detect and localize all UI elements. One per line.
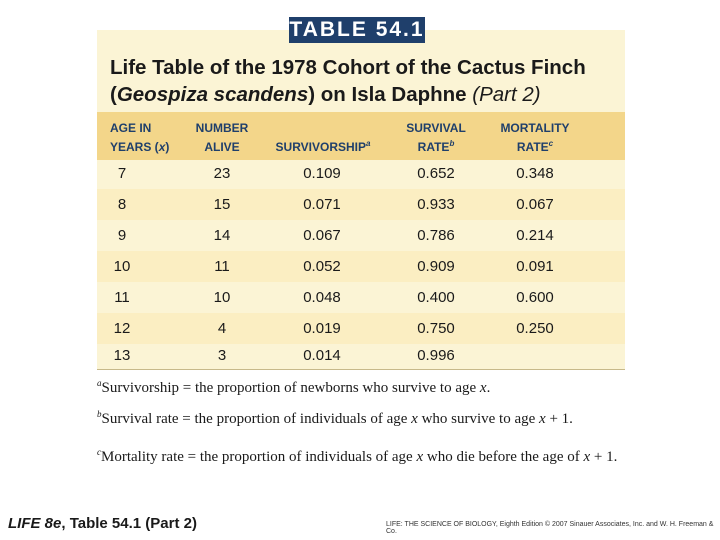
cell-age: 9	[117, 227, 127, 244]
table-row	[97, 282, 625, 313]
cell-alive: 23	[213, 165, 231, 182]
footnote-a: $^a$Survivorship = the proportion of newborns who survive to age x.	[97, 378, 491, 396]
table-row	[97, 220, 625, 251]
cell-survival: 0.750	[417, 320, 455, 337]
cell-mortality: 0.091	[516, 258, 554, 275]
footer-source: LIFE 8e, Table 54.1 (Part 2)	[8, 515, 197, 532]
footnote-c: $^c$Mortality rate = the proportion of individuals of age x who die before the age of x + 1.	[97, 447, 618, 465]
table-badge: TABLE 54.1	[289, 18, 425, 41]
cell-age: 7	[117, 165, 127, 182]
cell-mortality: 0.348	[516, 165, 554, 182]
cell-age: 10	[113, 258, 131, 275]
footnote-b: $^b$Survival rate = the proportion of individuals of age x who survive to age x + 1.	[97, 409, 573, 427]
title-part: (Part 2)	[472, 83, 541, 106]
cell-age: 13	[113, 347, 131, 364]
cell-mortality: 0.067	[516, 196, 554, 213]
cell-alive: 14	[213, 227, 231, 244]
table-title	[110, 54, 620, 108]
cell-survivorship: 0.109	[303, 165, 341, 182]
title-line1: Life Table of the 1978 Cohort of the Cactus Finch	[110, 56, 586, 79]
cell-survivorship: 0.019	[303, 320, 341, 337]
cell-survivorship: 0.048	[303, 289, 341, 306]
header-number-alive: NUMBER ALIVE	[195, 121, 249, 154]
cell-survival: 0.996	[417, 347, 455, 364]
cell-survival: 0.652	[417, 165, 455, 182]
header-survival-rate: SURVIVAL RATE$^b$	[406, 121, 466, 154]
header-survivorship: SURVIVORSHIP$^a$	[275, 139, 371, 154]
table-bottom-rule	[97, 369, 625, 370]
cell-mortality: 0.250	[516, 320, 554, 337]
title-scientific-name: Geospiza scandens	[116, 83, 309, 106]
cell-alive: 15	[213, 196, 231, 213]
cell-alive: 11	[214, 258, 230, 275]
header-mortality-rate: MORTALITY RATE$^c$	[500, 121, 570, 154]
cell-mortality: 0.600	[516, 289, 554, 306]
table-row	[97, 340, 625, 369]
cell-age: 8	[117, 196, 127, 213]
cell-survival: 0.400	[417, 289, 455, 306]
cell-alive: 3	[217, 347, 227, 364]
cell-survival: 0.786	[417, 227, 455, 244]
cell-survivorship: 0.052	[303, 258, 341, 275]
title-line2: ) on Isla Daphne	[308, 83, 473, 106]
cell-survivorship: 0.071	[303, 196, 341, 213]
cell-survivorship: 0.014	[303, 347, 341, 364]
cell-survival: 0.909	[417, 258, 455, 275]
cell-survivorship: 0.067	[303, 227, 341, 244]
cell-alive: 10	[213, 289, 231, 306]
footer-copyright: LIFE: THE SCIENCE OF BIOLOGY, Eighth Edition © 2007 Sinauer Associates, Inc. and W. H. Freeman & Co.	[386, 521, 714, 535]
cell-age: 11	[114, 289, 130, 306]
table-row	[97, 189, 625, 220]
cell-age: 12	[113, 320, 131, 337]
cell-alive: 4	[217, 320, 227, 337]
table-row	[97, 158, 625, 189]
cell-mortality: 0.214	[516, 227, 554, 244]
table-row	[97, 251, 625, 282]
header-age: AGE IN YEARS (x)	[110, 121, 170, 154]
cell-mortality	[495, 340, 575, 371]
cell-survival: 0.933	[417, 196, 455, 213]
title-open-paren: (	[110, 83, 117, 106]
